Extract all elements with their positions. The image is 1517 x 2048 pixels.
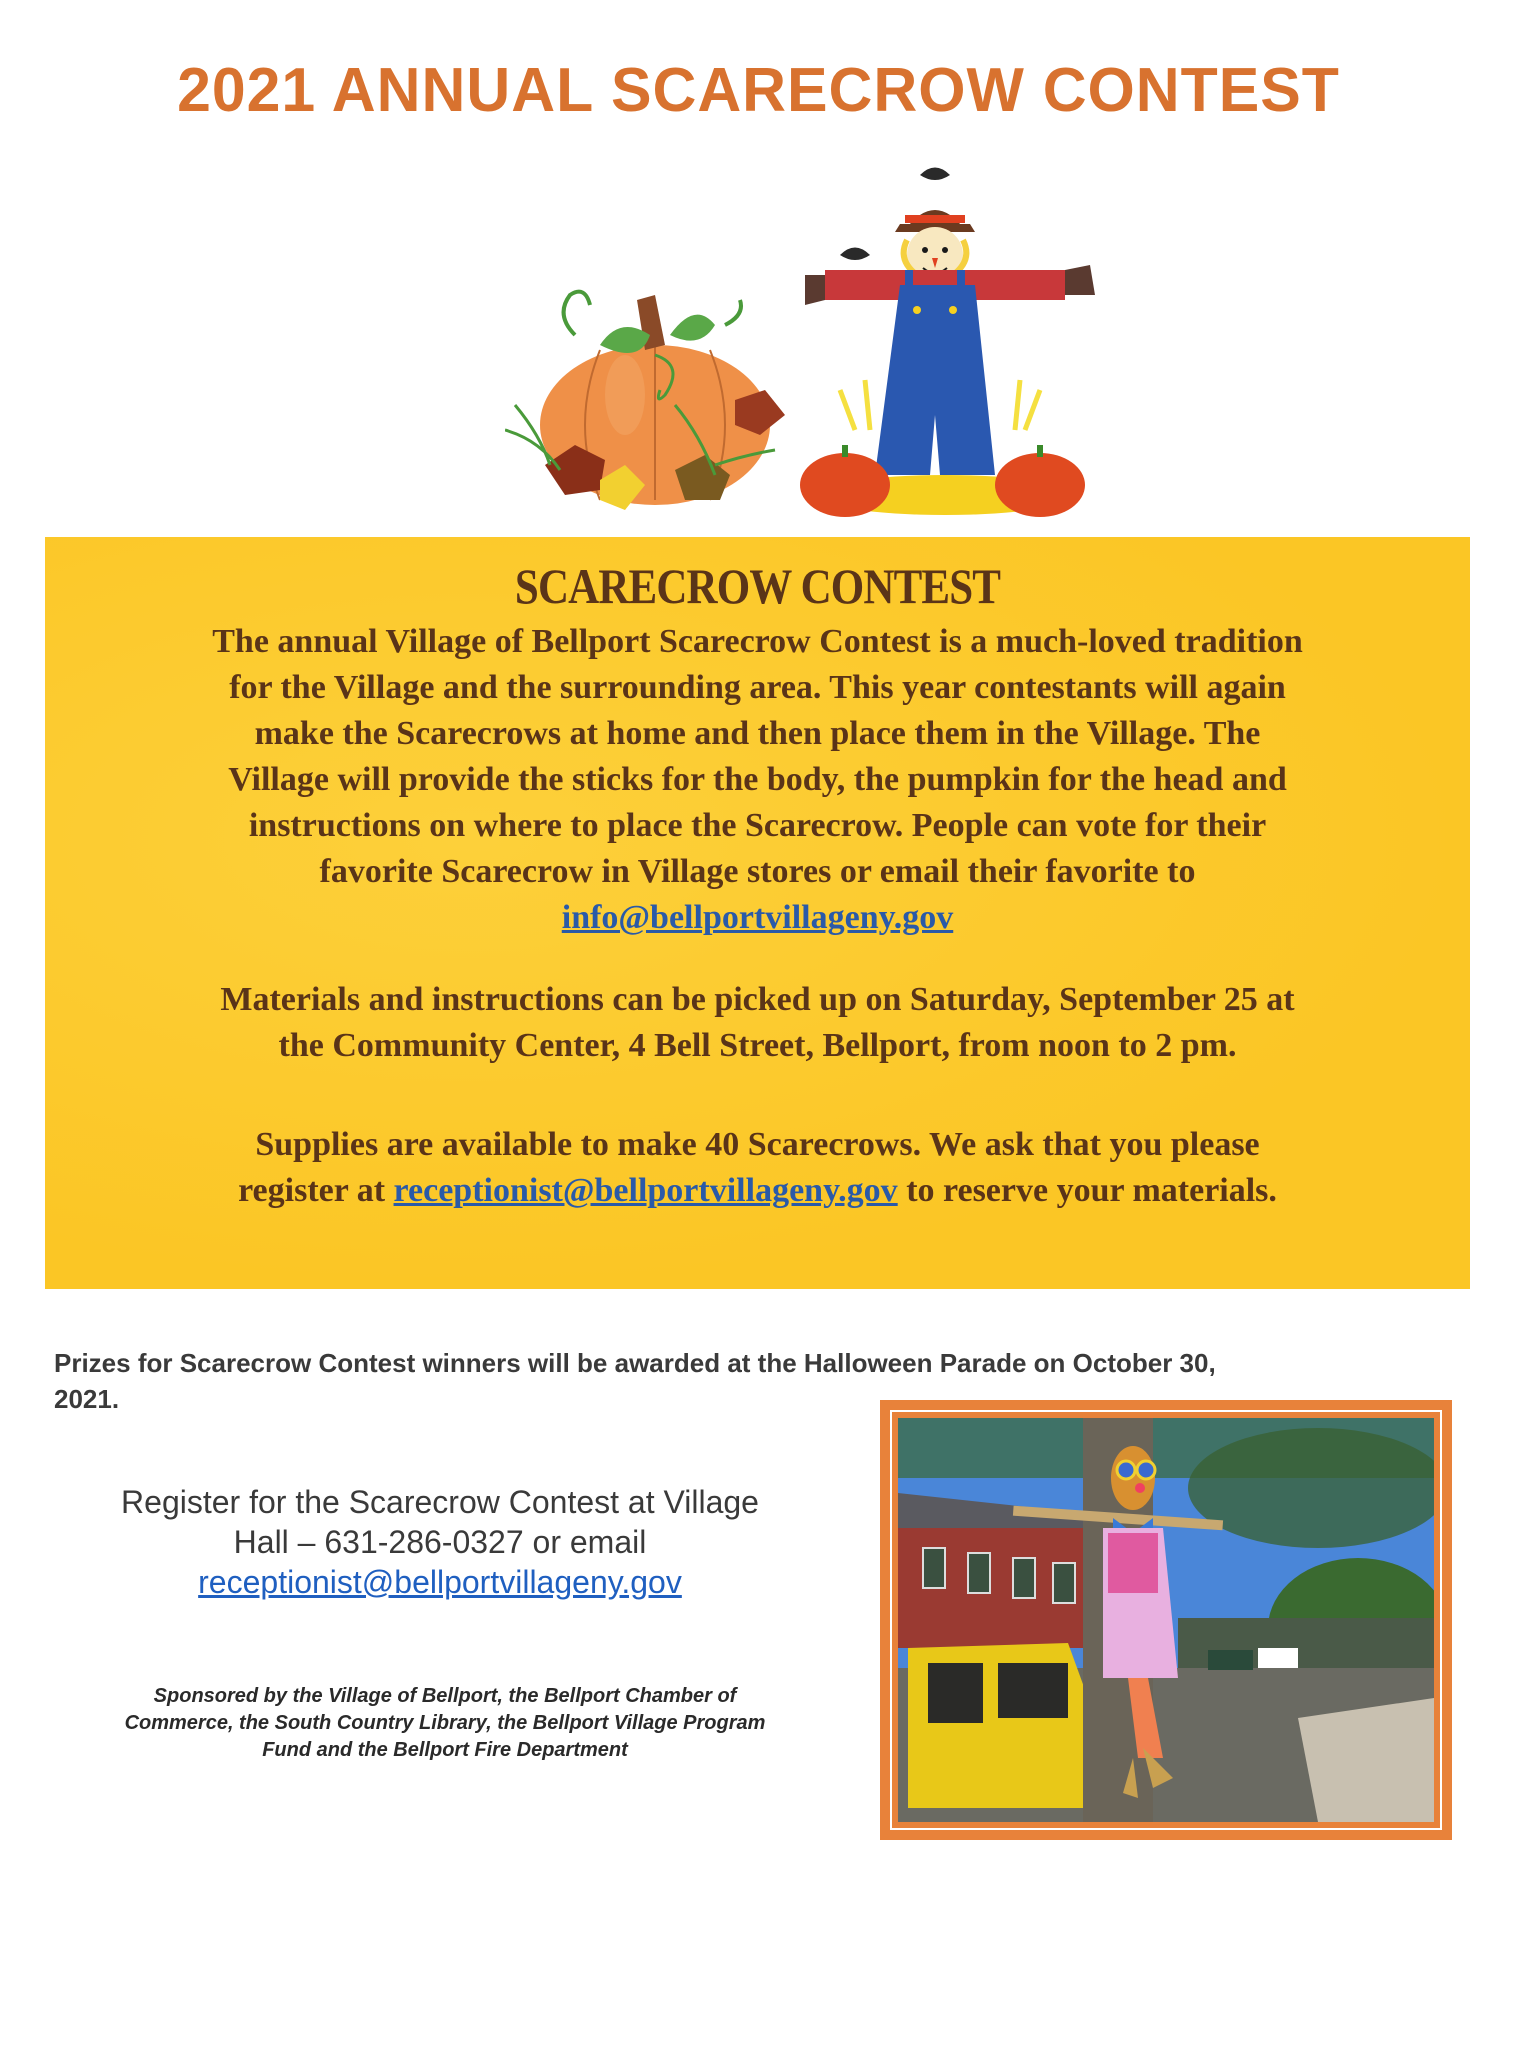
vote-email-link[interactable]: info@bellportvillageny.gov xyxy=(561,899,954,936)
pumpkin-icon xyxy=(505,255,805,520)
registration-line: Register for the Scarecrow Contest at Village xyxy=(121,1484,759,1520)
supplies-paragraph xyxy=(45,1122,1470,1214)
sponsor-line: Sponsored by the Village of Bellport, the Bellport Chamber of xyxy=(153,1685,737,1707)
intro-line: make the Scarecrows at home and then place them in the Village. The xyxy=(254,715,1261,752)
sponsor-line: Commerce, the South Country Library, the Bellport Village Program xyxy=(124,1712,766,1734)
scarecrow-photo-icon xyxy=(898,1418,1434,1822)
contest-box-title: SCARECROW CONTEST xyxy=(514,558,1001,614)
register-prefix: register at xyxy=(238,1172,394,1209)
intro-line: for the Village and the surrounding area. This year contestants will again xyxy=(229,669,1286,706)
sponsors-note xyxy=(30,1683,860,1764)
intro-line: The annual Village of Bellport Scarecrow Contest is a much-loved tradition xyxy=(212,623,1303,660)
intro-line: instructions on where to place the Scarecrow. People can vote for their xyxy=(248,807,1267,844)
register-suffix: to reserve your materials. xyxy=(897,1172,1277,1209)
prizes-line: Prizes for Scarecrow Contest winners will be awarded at the Halloween Parade on October 30, xyxy=(54,1348,1216,1378)
pickup-line: the Community Center, 4 Bell Street, Bellport, from noon to 2 pm. xyxy=(278,1027,1237,1064)
scarecrow-illustration xyxy=(795,160,1100,520)
scarecrow-icon xyxy=(795,160,1100,520)
pickup-paragraph xyxy=(45,977,1470,1069)
page-title: 2021 ANNUAL SCARECROW CONTEST xyxy=(177,56,1340,125)
sponsor-line: Fund and the Bellport Fire Department xyxy=(262,1739,628,1761)
contest-intro-paragraph xyxy=(45,619,1470,941)
intro-line: favorite Scarecrow in Village stores or email their favorite to xyxy=(319,853,1196,890)
registration-line: Hall – 631-286-0327 or email xyxy=(233,1524,647,1560)
scarecrow-photo xyxy=(898,1418,1434,1822)
registration-email-link[interactable]: receptionist@bellportvillageny.gov xyxy=(198,1564,682,1600)
register-email-link[interactable]: receptionist@bellportvillageny.gov xyxy=(393,1172,898,1209)
contest-info-box xyxy=(45,537,1470,1289)
scarecrow-photo-frame xyxy=(880,1400,1452,1840)
registration-info xyxy=(10,1482,870,1602)
pumpkin-illustration xyxy=(505,255,805,520)
pickup-line: Materials and instructions can be picked up on Saturday, September 25 at xyxy=(220,981,1295,1018)
prizes-line: 2021. xyxy=(54,1384,120,1414)
intro-line: Village will provide the sticks for the body, the pumpkin for the head and xyxy=(228,761,1287,798)
supplies-line: Supplies are available to make 40 Scarecrows. We ask that you please xyxy=(255,1126,1260,1163)
